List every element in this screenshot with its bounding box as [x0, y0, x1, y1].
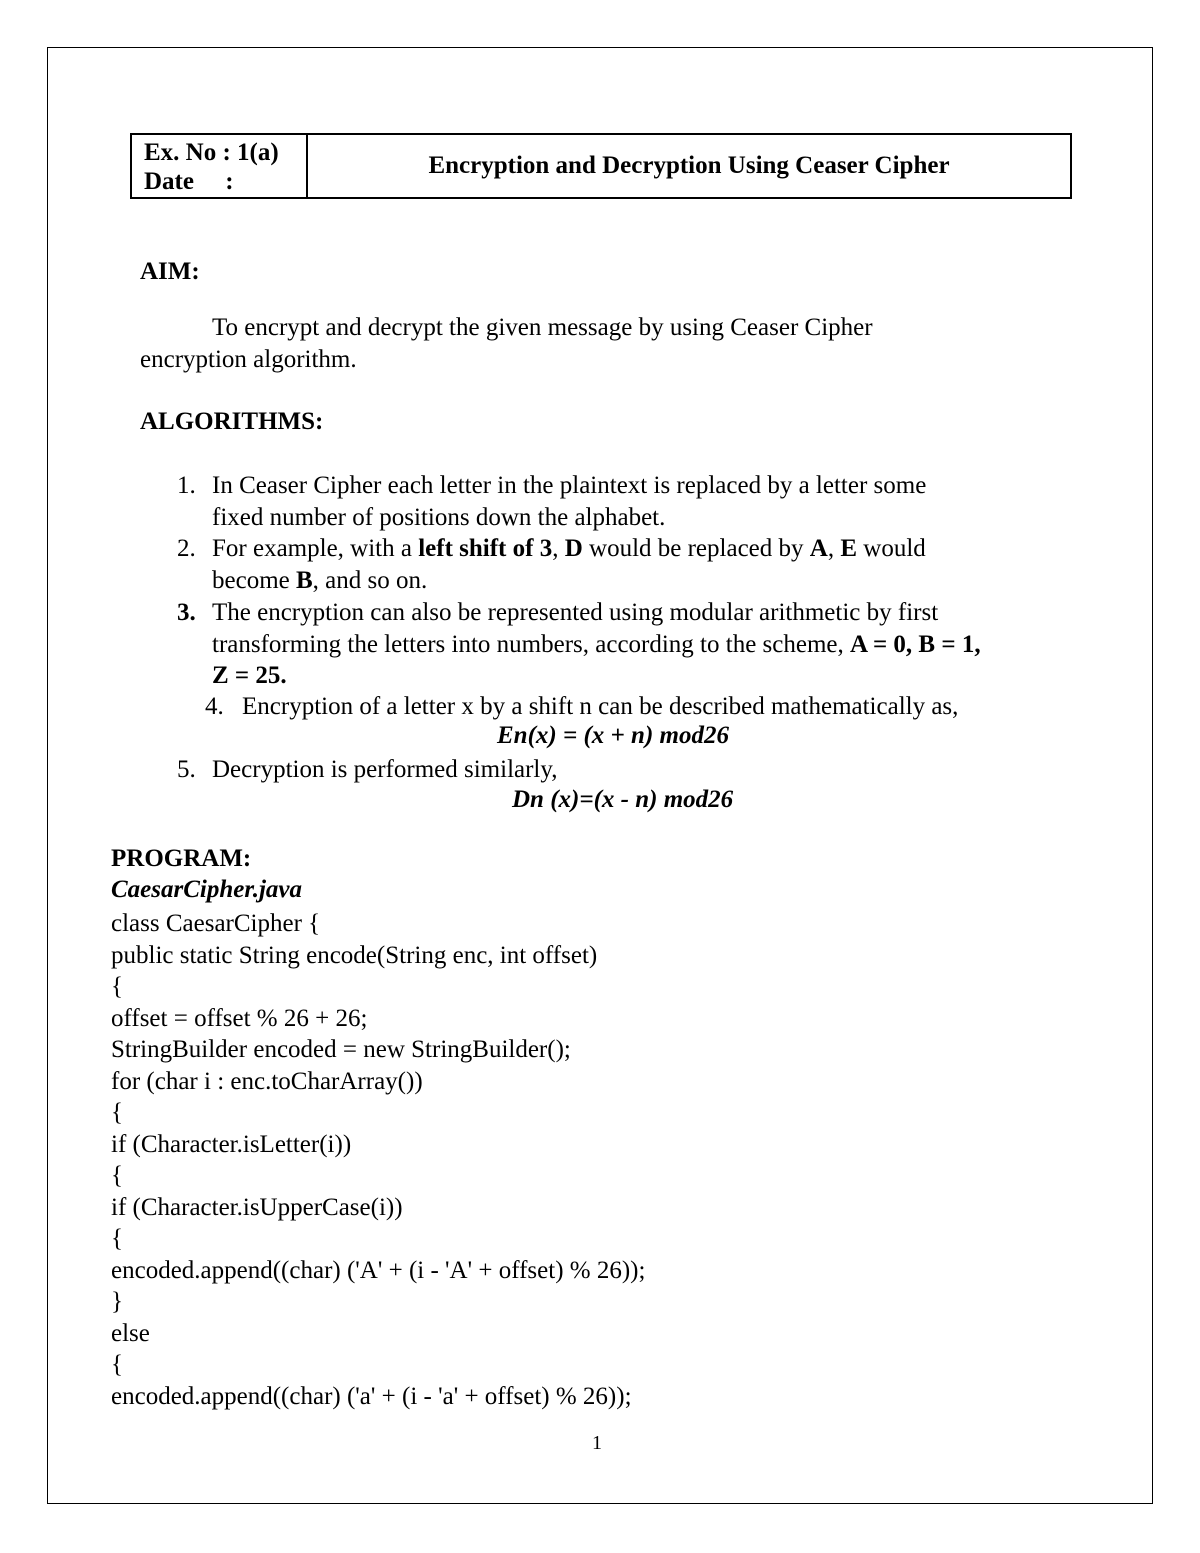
- code-line: else: [111, 1319, 150, 1347]
- item-text: transforming the letters into numbers, according to the scheme, A = 0, B = 1,: [212, 631, 981, 658]
- item-number: 5.: [177, 756, 196, 783]
- ex-no-label: Ex. No : 1(a): [144, 139, 279, 166]
- item-text: Encryption of a letter x by a shift n can be described mathematically as,: [242, 693, 959, 720]
- item-number: 4.: [205, 693, 224, 720]
- algorithms-heading: ALGORITHMS:: [140, 408, 324, 435]
- item-text: fixed number of positions down the alphabet.: [212, 504, 666, 531]
- code-line: }: [111, 1288, 123, 1315]
- item-text: Decryption is performed similarly,: [212, 756, 558, 783]
- program-filename: CaesarCipher.java: [111, 876, 302, 903]
- encryption-formula: En(x) = (x + n) mod26: [497, 722, 729, 749]
- code-line: if (Character.isUpperCase(i)): [111, 1193, 403, 1221]
- date-label: Date :: [144, 168, 234, 195]
- code-line: offset = offset % 26 + 26;: [111, 1004, 368, 1032]
- page-number: 1: [592, 1432, 602, 1454]
- item-text: become B, and so on.: [212, 567, 428, 594]
- code-block: [111, 908, 645, 1412]
- document-title: Encryption and Decryption Using Ceaser Cipher: [428, 152, 950, 179]
- code-line: {: [111, 1225, 123, 1252]
- code-line: {: [111, 1162, 123, 1189]
- header-table: [130, 133, 1072, 199]
- code-line: if (Character.isLetter(i)): [111, 1130, 352, 1158]
- code-line: for (char i : enc.toCharArray()): [111, 1067, 423, 1095]
- decryption-formula: Dn (x)=(x - n) mod26: [512, 786, 734, 813]
- aim-heading: AIM:: [140, 258, 200, 285]
- aim-text-line-1: To encrypt and decrypt the given message by using Ceaser Cipher: [212, 314, 873, 341]
- item-number: 2.: [177, 535, 196, 562]
- aim-text-line-2: encryption algorithm.: [140, 346, 357, 373]
- item-text: The encryption can also be represented using modular arithmetic by first: [212, 599, 939, 626]
- code-line: encoded.append((char) ('A' + (i - 'A' + offset) % 26));: [111, 1256, 646, 1284]
- item-number: 1.: [177, 472, 196, 499]
- code-line: encoded.append((char) ('a' + (i - 'a' + offset) % 26));: [111, 1382, 632, 1410]
- item-text: In Ceaser Cipher each letter in the plaintext is replaced by a letter some: [212, 472, 927, 499]
- code-line: public static String encode(String enc, int offset): [111, 941, 598, 969]
- code-line: StringBuilder encoded = new StringBuilder();: [111, 1036, 571, 1063]
- code-line: class CaesarCipher {: [111, 910, 321, 937]
- code-line: {: [111, 973, 123, 1000]
- code-line: {: [111, 1099, 123, 1126]
- header-meta: [132, 135, 308, 197]
- item-text: Z = 25.: [212, 662, 287, 689]
- item-number: 3.: [177, 599, 196, 626]
- item-text: For example, with a left shift of 3, D would be replaced by A, E would: [212, 535, 926, 562]
- code-line: {: [111, 1351, 123, 1378]
- program-heading: PROGRAM:: [111, 845, 252, 872]
